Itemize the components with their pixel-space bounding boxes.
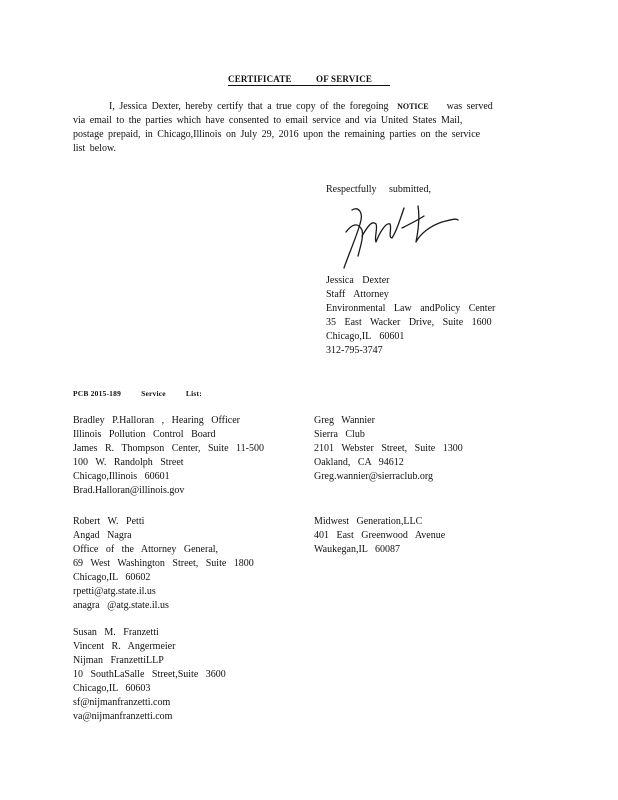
party-line: Angad Nagra — [73, 530, 132, 541]
party-email: rpetti@atg.state.il.us — [73, 586, 156, 597]
party-line: Susan M. Franzetti — [73, 627, 159, 638]
party-line: Sierra Club — [314, 429, 365, 440]
party-line: 401 East Greenwood Avenue — [314, 530, 446, 541]
paragraph-line-1 — [73, 100, 525, 114]
party-midwest-generation — [314, 515, 445, 557]
paragraph-line-1-end: was served — [446, 101, 493, 112]
signer-phone: 312-795-3747 — [326, 345, 383, 356]
service-word: Service — [141, 389, 166, 398]
signer-details — [326, 274, 495, 358]
signer-title: Staff Attorney — [326, 289, 389, 300]
paragraph-line-1-text: I, Jessica Dexter, hereby certify that a true copy of the foregoing — [109, 101, 389, 112]
party-line: Oakland, CA 94612 — [314, 457, 404, 468]
party-line: 69 West Washington Street, Suite 1800 — [73, 558, 254, 569]
signer-organization: Environmental Law andPolicy Center — [326, 303, 496, 314]
party-line: Greg Wannier — [314, 415, 375, 426]
party-line: Chicago,Illinois 60601 — [73, 471, 170, 482]
closing-text: Respectfully submitted, — [326, 184, 431, 195]
party-line: Chicago,IL 60603 — [73, 683, 151, 694]
party-line: Bradley P.Halloran , Hearing Officer — [73, 415, 240, 426]
party-line: Vincent R. Angermeier — [73, 641, 176, 652]
party-line: James R. Thompson Center, Suite 11-500 — [73, 443, 264, 454]
party-line: Waukegan,IL 60087 — [314, 544, 401, 555]
party-line: Robert W. Petti — [73, 516, 145, 527]
party-nijman-franzetti — [73, 626, 226, 724]
party-line: Chicago,IL 60602 — [73, 572, 151, 583]
party-line: Illinois Pollution Control Board — [73, 429, 216, 440]
document-title — [228, 74, 390, 86]
party-line: Office of the Attorney General, — [73, 544, 219, 555]
party-attorney-general — [73, 515, 254, 613]
party-email: va@nijmanfranzetti.com — [73, 711, 173, 722]
signer-name: Jessica Dexter — [326, 275, 390, 286]
party-hearing-officer — [73, 414, 264, 498]
signer-city: Chicago,IL 60601 — [326, 331, 405, 342]
party-email: Brad.Halloran@illinois.gov — [73, 485, 185, 496]
party-line: Midwest Generation,LLC — [314, 516, 423, 527]
party-email: sf@nijmanfranzetti.com — [73, 697, 171, 708]
paragraph-line-3: postage prepaid, in Chicago,Illinois on July 29, 2016 upon the remaining parties on the service — [73, 129, 481, 140]
title-word-of-service: OF SERVICE — [316, 74, 373, 84]
party-email: anagra @atg.state.il.us — [73, 600, 169, 611]
notice-word: NOTICE — [397, 102, 429, 111]
list-word: List: — [185, 389, 202, 398]
paragraph-line-4: list below. — [73, 143, 117, 154]
party-line: Nijman FranzettiLLP — [73, 655, 164, 666]
case-number: PCB 2015-189 — [73, 389, 122, 398]
party-email: Greg.wannier@sierraclub.org — [314, 471, 433, 482]
party-sierra-club — [314, 414, 463, 484]
handwritten-signature — [332, 198, 462, 274]
paragraph-line-2: via email to the parties which have consented to email service and via United States Mail, — [73, 115, 463, 126]
certification-paragraph — [73, 100, 525, 156]
signer-street: 35 East Wacker Drive, Suite 1600 — [326, 317, 492, 328]
title-word-certificate: CERTIFICATE — [228, 74, 292, 84]
service-list-heading — [73, 389, 220, 398]
party-line: 2101 Webster Street, Suite 1300 — [314, 443, 463, 454]
party-line: 10 SouthLaSalle Street,Suite 3600 — [73, 669, 226, 680]
party-line: 100 W. Randolph Street — [73, 457, 184, 468]
